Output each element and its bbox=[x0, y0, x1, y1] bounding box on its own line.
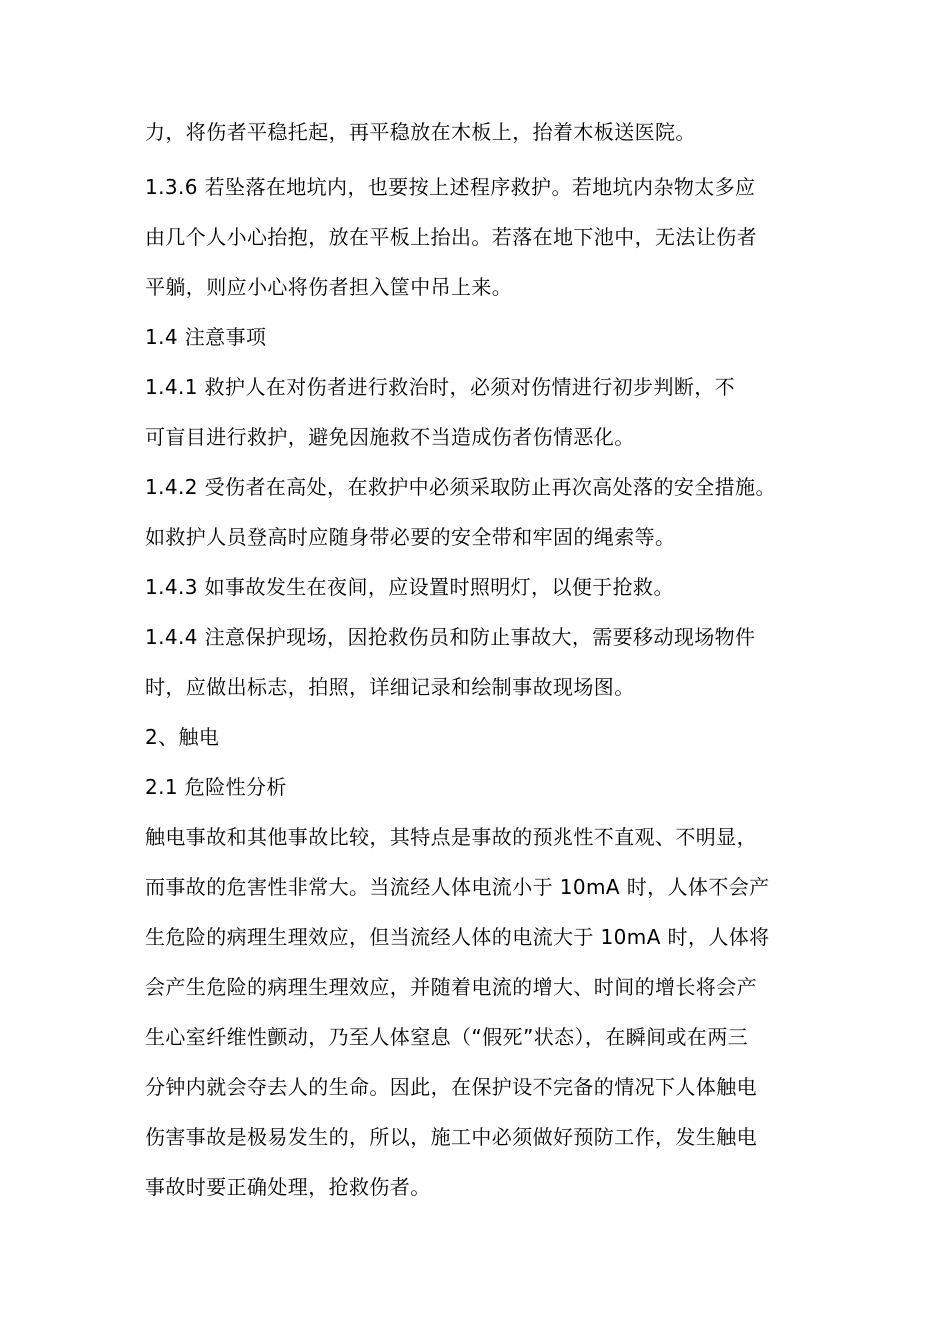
text-line: 事故时要正确处理，抢救伤者。 bbox=[145, 1175, 431, 1199]
text-line: 1.4.2 受伤者在高处，在救护中必须采取防止再次高处落的安全措施。 bbox=[145, 475, 776, 499]
text-line: 1.4.4 注意保护现场，因抢救伤员和防止事故大，需要移动现场物件 bbox=[145, 625, 756, 649]
text-line: 力，将伤者平稳托起，再平稳放在木板上，抬着木板送医院。 bbox=[145, 120, 696, 144]
text-line: 1.3.6 若坠落在地坑内，也要按上述程序救护。若地坑内杂物太多应 bbox=[145, 175, 756, 199]
text-line: 时，应做出标志，拍照，详细记录和绘制事故现场图。 bbox=[145, 675, 635, 699]
text-line: 触电事故和其他事故比较，其特点是事故的预兆性不直观、不明显， bbox=[145, 825, 757, 849]
text-line: 平躺，则应小心将伤者担入筐中吊上来。 bbox=[145, 275, 513, 299]
text-line: 可盲目进行救护，避免因施救不当造成伤者伤情恶化。 bbox=[145, 425, 635, 449]
text-line: 分钟内就会夺去人的生命。因此，在保护设不完备的情况下人体触电 bbox=[145, 1075, 757, 1099]
text-line: 会产生危险的病理生理效应，并随着电流的增大、时间的增长将会产 bbox=[145, 975, 757, 999]
section-heading: 2、触电 bbox=[145, 725, 220, 749]
text-line: 1.4.3 如事故发生在夜间，应设置时照明灯，以便于抢救。 bbox=[145, 575, 674, 599]
text-line: 生危险的病理生理效应，但当流经人体的电流大于 10mA 时，人体将 bbox=[145, 925, 770, 949]
text-line: 生心室纤维性颤动，乃至人体窒息（“假死”状态），在瞬间或在两三 bbox=[145, 1025, 749, 1049]
text-line: 由几个人小心抬抱，放在平板上抬出。若落在地下池中，无法让伤者 bbox=[145, 225, 757, 249]
text-line: 伤害事故是极易发生的，所以，施工中必须做好预防工作，发生触电 bbox=[145, 1125, 757, 1149]
section-heading: 1.4 注意事项 bbox=[145, 325, 267, 349]
text-line: 如救护人员登高时应随身带必要的安全带和牢固的绳索等。 bbox=[145, 525, 676, 549]
section-heading: 2.1 危险性分析 bbox=[145, 775, 287, 799]
text-line: 1.4.1 救护人在对伤者进行救治时，必须对伤情进行初步判断，不 bbox=[145, 375, 736, 399]
text-line: 而事故的危害性非常大。当流经人体电流小于 10mA 时，人体不会产 bbox=[145, 875, 770, 899]
